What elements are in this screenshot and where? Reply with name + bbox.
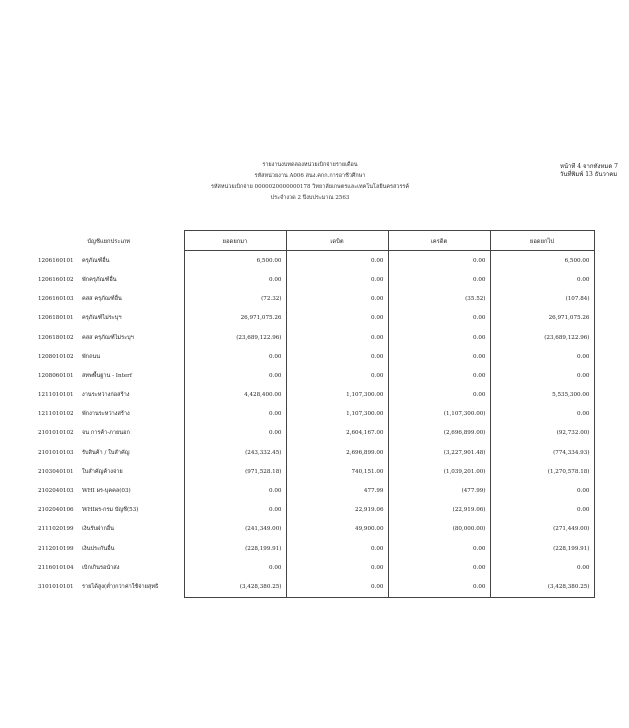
credit-amount: 0.00	[388, 270, 490, 289]
account-name: รายได้สูง(ต่ำ)กว่าค่าใช้จ่ายสุทธิ	[82, 584, 159, 591]
account-cell	[34, 328, 184, 347]
ledger-body	[34, 251, 594, 597]
account-name: คสส ครุภัณฑ์อื่น	[82, 296, 122, 303]
opening-amount: 4,428,400.00	[184, 386, 286, 405]
account-name: เงินรับฝากอื่น	[82, 526, 115, 533]
closing-amount: (228,199.91)	[490, 539, 594, 558]
account-name: พักถนน	[82, 353, 101, 360]
page-number: หน้าที่ 4 จากทั้งหมด 7	[560, 163, 618, 170]
closing-amount: 0.00	[490, 270, 594, 289]
account-name: รับสินค้า / ใบสำคัญ	[82, 449, 130, 456]
account-name: จน การค้า-ภายนอก	[82, 430, 130, 437]
credit-amount: 0.00	[388, 347, 490, 366]
closing-amount: (3,428,380.25)	[490, 577, 594, 597]
debit-amount: 1,107,300.00	[286, 405, 388, 424]
closing-amount: (107.84)	[490, 290, 594, 309]
account-cell	[34, 558, 184, 577]
account-name: เงินประกันอื่น	[82, 545, 115, 552]
debit-amount: 0.00	[286, 577, 388, 597]
column-header-debit: เดบิต	[286, 231, 388, 251]
table-row	[34, 270, 594, 289]
credit-amount: (22,919.06)	[388, 501, 490, 520]
credit-amount: (477.99)	[388, 481, 490, 500]
closing-amount: 0.00	[490, 481, 594, 500]
table-row	[34, 309, 594, 328]
account-name: WHIผร-กรม บัญชี(53)	[82, 507, 139, 514]
closing-amount: 0.00	[490, 347, 594, 366]
table-row	[34, 558, 594, 577]
account-cell	[34, 481, 184, 500]
agency-code: รหัสหน่วยงาน A006 สนง.คกก.การอาชีวศึกษา	[254, 173, 366, 179]
closing-amount: 5,535,300.00	[490, 386, 594, 405]
opening-amount: 0.00	[184, 424, 286, 443]
credit-amount: 0.00	[388, 558, 490, 577]
account-cell	[34, 366, 184, 385]
table-row	[34, 424, 594, 443]
account-name: ครุภัณฑ์อื่น	[82, 257, 110, 264]
opening-amount: 0.00	[184, 558, 286, 577]
credit-amount: 0.00	[388, 577, 490, 597]
debit-amount: 0.00	[286, 366, 388, 385]
closing-amount: 0.00	[490, 558, 594, 577]
credit-amount: (35.52)	[388, 290, 490, 309]
opening-amount: (228,199.91)	[184, 539, 286, 558]
closing-amount: (92,732.00)	[490, 424, 594, 443]
credit-amount: 0.00	[388, 539, 490, 558]
debit-amount: 49,900.00	[286, 520, 388, 539]
account-cell	[34, 577, 184, 597]
debit-amount: 0.00	[286, 290, 388, 309]
closing-amount: 6,500.00	[490, 251, 594, 271]
account-cell	[34, 386, 184, 405]
opening-amount: (241,349.00)	[184, 520, 286, 539]
account-cell	[34, 405, 184, 424]
table-row	[34, 443, 594, 462]
account-code: 2102040106	[38, 507, 74, 514]
account-code: 1206160101	[38, 257, 74, 264]
account-code: 2116010104	[38, 564, 74, 571]
table-row	[34, 577, 594, 597]
account-code: 1206180102	[38, 334, 74, 341]
debit-amount: 0.00	[286, 347, 388, 366]
account-code: 2111020199	[38, 526, 74, 533]
debit-amount: 0.00	[286, 558, 388, 577]
credit-amount: (2,696,899.00)	[388, 424, 490, 443]
account-code: 1206160102	[38, 276, 74, 283]
report-header	[180, 160, 440, 204]
table-row	[34, 539, 594, 558]
table-row	[34, 386, 594, 405]
debit-amount: 0.00	[286, 251, 388, 271]
credit-amount: 0.00	[388, 309, 490, 328]
period: ประจำงวด 2 ปีงบประมาณ 2563	[270, 195, 350, 201]
credit-amount: 0.00	[388, 328, 490, 347]
account-cell	[34, 443, 184, 462]
table-row	[34, 520, 594, 539]
account-name: เบิกเกินรอนำส่ง	[82, 564, 120, 571]
closing-amount: 0.00	[490, 366, 594, 385]
account-code: 2103040101	[38, 468, 74, 475]
column-header-credit: เครดิต	[388, 231, 490, 251]
account-name: WHI ผร-บุคคล(03)	[82, 488, 131, 495]
closing-amount: (23,689,122.96)	[490, 328, 594, 347]
debit-amount: 1,107,300.00	[286, 386, 388, 405]
debit-amount: 740,151.00	[286, 462, 388, 481]
table-row	[34, 405, 594, 424]
closing-amount: 0.00	[490, 405, 594, 424]
credit-amount: (1,039,201.00)	[388, 462, 490, 481]
account-cell	[34, 520, 184, 539]
opening-amount: 6,500.00	[184, 251, 286, 271]
debit-amount: 477.99	[286, 481, 388, 500]
opening-amount: (243,332.45)	[184, 443, 286, 462]
table-row	[34, 481, 594, 500]
table-row	[34, 462, 594, 481]
account-code: 2101010103	[38, 449, 74, 456]
opening-amount: (23,689,122.96)	[184, 328, 286, 347]
account-code: 1208060101	[38, 372, 74, 379]
account-cell	[34, 309, 184, 328]
opening-amount: (971,528.18)	[184, 462, 286, 481]
account-code: 1211010102	[38, 411, 74, 418]
table-row	[34, 501, 594, 520]
closing-amount: 26,971,075.26	[490, 309, 594, 328]
account-code: 2102040103	[38, 488, 74, 495]
column-header-account: บัญชีแยกประเภท	[87, 238, 131, 245]
debit-amount: 0.00	[286, 539, 388, 558]
account-name: พักงานระหว่างสร้าง	[82, 411, 130, 418]
debit-amount: 0.00	[286, 270, 388, 289]
account-name: งานระหว่างก่อสร้าง	[82, 392, 130, 399]
debit-amount: 2,604,167.00	[286, 424, 388, 443]
opening-amount: 0.00	[184, 501, 286, 520]
credit-amount: (1,107,300.00)	[388, 405, 490, 424]
credit-amount: 0.00	[388, 366, 490, 385]
account-name: คสส ครุภัณฑ์ไม่ระบุฯ	[82, 334, 134, 341]
opening-amount: 0.00	[184, 270, 286, 289]
opening-amount: 26,971,075.26	[184, 309, 286, 328]
table-row	[34, 251, 594, 271]
column-header-opening: ยอดยกมา	[184, 231, 286, 251]
print-date: วันที่พิมพ์ 13 ธันวาคม	[560, 171, 618, 178]
account-code: 2101010102	[38, 430, 74, 437]
account-cell	[34, 539, 184, 558]
account-cell	[34, 251, 184, 271]
account-code: 2112010199	[38, 545, 74, 552]
account-name: ใบสำคัญค้างจ่าย	[82, 468, 123, 475]
table-row	[34, 366, 594, 385]
opening-amount: 0.00	[184, 366, 286, 385]
account-name: พักครุภัณฑ์อื่น	[82, 276, 117, 283]
closing-amount: (1,270,578.18)	[490, 462, 594, 481]
disbursing-unit: รหัสหน่วยเบิกจ่าย 0000020000000178 วิทยาลัยเกษตรและเทคโนโลยีนครสวรรค์	[210, 184, 410, 190]
debit-amount: 0.00	[286, 328, 388, 347]
credit-amount: 0.00	[388, 386, 490, 405]
account-cell	[34, 424, 184, 443]
account-cell	[34, 270, 184, 289]
ledger-table	[34, 230, 595, 598]
debit-amount: 0.00	[286, 309, 388, 328]
opening-amount: (72.32)	[184, 290, 286, 309]
account-cell	[34, 290, 184, 309]
debit-amount: 22,919.06	[286, 501, 388, 520]
credit-amount: (80,000.00)	[388, 520, 490, 539]
debit-amount: 2,696,899.00	[286, 443, 388, 462]
opening-amount: 0.00	[184, 347, 286, 366]
credit-amount: (3,227,901.48)	[388, 443, 490, 462]
report-title: รายงานงบทดลองหน่วยเบิกจ่ายรายเดือน	[262, 162, 358, 168]
column-header-closing: ยอดยกไป	[490, 231, 594, 251]
account-code: 1206180101	[38, 315, 74, 322]
account-code: 1211010101	[38, 392, 74, 399]
account-cell	[34, 462, 184, 481]
closing-amount: (774,334.93)	[490, 443, 594, 462]
table-header-row	[34, 231, 594, 251]
closing-amount: (271,449.00)	[490, 520, 594, 539]
closing-amount: 0.00	[490, 501, 594, 520]
opening-amount: 0.00	[184, 405, 286, 424]
opening-amount: (3,428,380.25)	[184, 577, 286, 597]
page-info	[560, 163, 629, 179]
table-row	[34, 328, 594, 347]
account-name: ครุภัณฑ์ไม่ระบุฯ	[82, 315, 122, 322]
account-name: สทพพื้นฐาน - Interf	[82, 372, 132, 379]
opening-amount: 0.00	[184, 481, 286, 500]
account-cell	[34, 501, 184, 520]
account-cell	[34, 347, 184, 366]
table-row	[34, 347, 594, 366]
credit-amount: 0.00	[388, 251, 490, 271]
account-code: 1206160103	[38, 296, 74, 303]
account-code: 3101010101	[38, 584, 74, 591]
table-row	[34, 290, 594, 309]
account-code: 1208010102	[38, 353, 74, 360]
